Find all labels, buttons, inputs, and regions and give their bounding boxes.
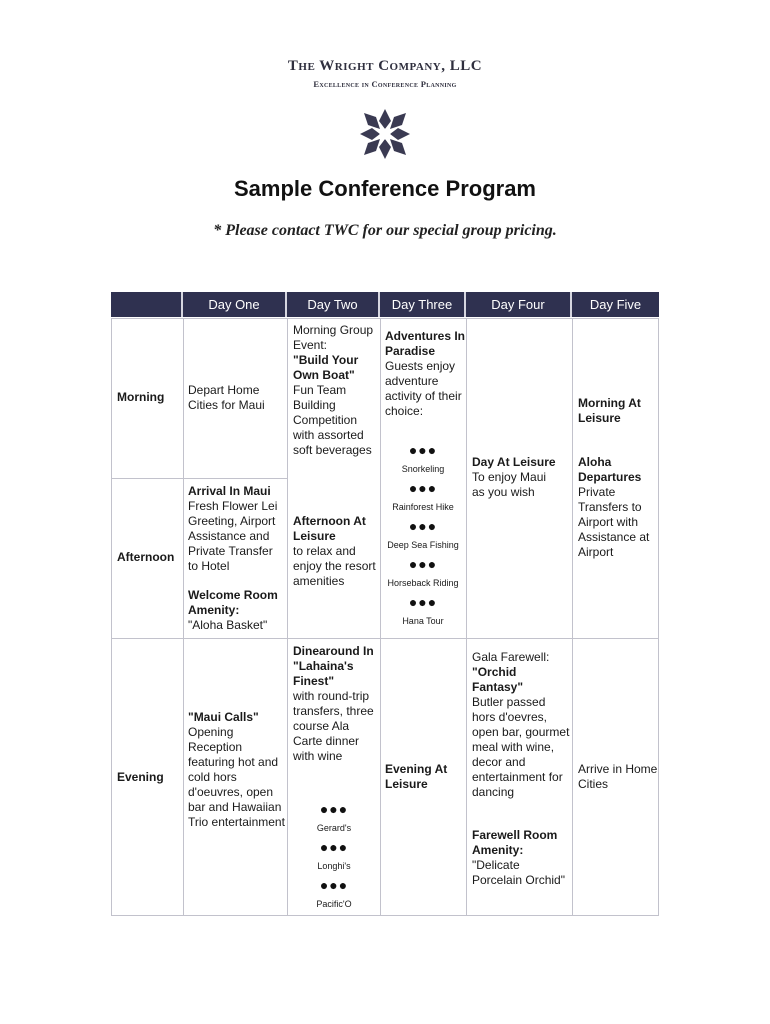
pricing-note: * Please contact TWC for our special group pricing. [213, 222, 557, 239]
activity-hana-tour: Hana Tour [402, 616, 444, 626]
day-one-afternoon-title: Arrival In Maui [188, 484, 271, 498]
page-title: Sample Conference Program [234, 176, 536, 201]
day-one-morning: Depart Home Cities for Maui [188, 383, 265, 412]
day-five-afternoon-text: Private Transfers to Airport with Assistance at Airport [578, 485, 650, 559]
day-two-morning-intro: Morning Group Event: [293, 323, 374, 352]
restaurant-pacifico: Pacific'O [316, 899, 352, 909]
day-three-title: Adventures In Paradise [385, 329, 466, 358]
day-three-text: Guests enjoy adventure activity of their choice: [385, 359, 462, 418]
dots-icon: ●●● [408, 594, 438, 610]
day-two-evening-title: Dinearound In "Lahaina's Finest" [293, 644, 374, 688]
activity-rainforest-hike: Rainforest Hike [392, 502, 454, 512]
day-three-evening: Evening At Leisure [385, 762, 448, 791]
row-label-afternoon: Afternoon [117, 550, 175, 564]
row-label-morning: Morning [117, 390, 165, 404]
day-one-evening-title: "Maui Calls" [188, 710, 259, 724]
header-day-one: Day One [183, 292, 287, 317]
header-day-five: Day Five [572, 292, 659, 317]
day-two-morning-text: Fun Team Building Competition with assorted soft beverages [293, 383, 372, 457]
dots-icon: ●●● [319, 801, 349, 817]
dots-icon: ●●● [408, 556, 438, 572]
day-four-amenity-title: Farewell Room Amenity: [472, 828, 558, 857]
day-four-title: Day At Leisure [472, 455, 556, 469]
dots-icon: ●●● [408, 480, 438, 496]
dots-icon: ●●● [319, 877, 349, 893]
day-four-text: To enjoy Maui as you wish [472, 470, 547, 499]
activity-deep-sea-fishing: Deep Sea Fishing [387, 540, 459, 550]
day-four-evening-title: "Orchid Fantasy" [472, 665, 524, 694]
day-two-afternoon-text: to relax and enjoy the resort amenities [293, 544, 376, 588]
wright-company-logo-icon [358, 107, 412, 161]
day-five-morning: Morning At Leisure [578, 396, 641, 425]
company-name: The Wright Company, LLC [287, 58, 483, 74]
restaurant-gerards: Gerard's [316, 823, 352, 833]
dots-icon: ●●● [408, 518, 438, 534]
day-four-evening-intro: Gala Farewell: [472, 650, 550, 664]
day-five-afternoon-title: Aloha Departures [578, 455, 642, 484]
day-one-amenity-text: "Aloha Basket" [188, 618, 268, 632]
activity-horseback-riding: Horseback Riding [387, 578, 459, 588]
header-day-three: Day Three [380, 292, 466, 317]
day-one-amenity-title: Welcome Room Amenity: [188, 588, 278, 617]
day-two-evening-text: with round-trip transfers, three course Ala Carte dinner with wine [293, 689, 374, 763]
day-one-evening-text: Opening Reception featuring hot and cold hors d'oeuvres, open bar and Hawaiian Trio entertainment [188, 725, 285, 829]
dots-icon: ●●● [408, 442, 438, 458]
activity-snorkeling: Snorkeling [401, 464, 445, 474]
day-four-evening-text: Butler passed hors d'oevres, open bar, gourmet meal with wine, decor and entertainment for dancing [472, 695, 570, 799]
header-corner [111, 292, 183, 317]
restaurant-longhis: Longhi's [317, 861, 351, 871]
day-two-morning-title: "Build Your Own Boat" [293, 353, 359, 382]
day-four-amenity-text: "Delicate Porcelain Orchid" [472, 858, 565, 887]
day-two-afternoon-title: Afternoon At Leisure [293, 514, 366, 543]
header-day-two: Day Two [287, 292, 380, 317]
company-tagline: Excellence in Conference Planning [313, 79, 457, 89]
day-one-afternoon-text: Fresh Flower Lei Greeting, Airport Assistance and Private Transfer to Hotel [188, 499, 278, 573]
row-label-evening: Evening [117, 770, 164, 784]
header-day-four: Day Four [466, 292, 572, 317]
day-five-evening: Arrive in Home Cities [578, 762, 658, 791]
dots-icon: ●●● [319, 839, 349, 855]
